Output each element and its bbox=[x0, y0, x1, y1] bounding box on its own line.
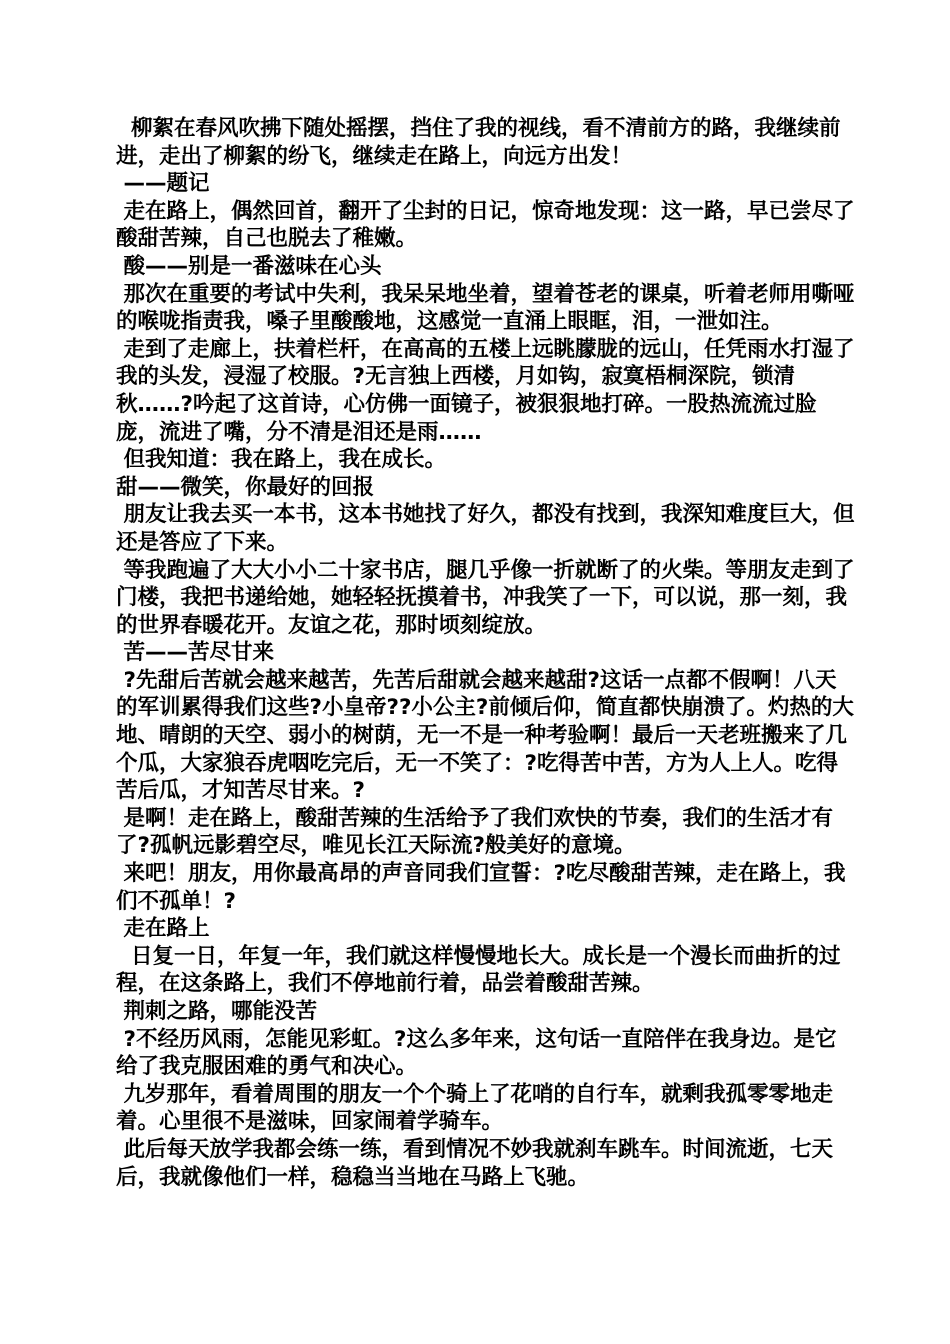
body-paragraph: 来吧！朋友，用你最高昂的声音同我们宣誓：?吃尽酸甜苦辣，走在路上，我们不孤单！? bbox=[116, 861, 846, 914]
body-paragraph: 九岁那年，看着周围的朋友一个个骑上了花哨的自行车，就剩我孤零零地走着。心里很不是滋味，回家闹着学骑车。 bbox=[116, 1081, 834, 1135]
section-heading-thorny-road: 荆刺之路，哪能没苦 bbox=[116, 999, 318, 1024]
epigraph-label: ——题记 bbox=[116, 171, 210, 197]
section-heading-on-the-road: 走在路上 bbox=[116, 916, 210, 942]
essay-body bbox=[116, 115, 856, 1191]
body-paragraph: 等我跑遍了大大小小二十家书店，腿几乎像一折就断了的火柴。等朋友走到了门楼，我把书递给她，她轻轻抚摸着书，冲我笑了一下，可以说，那一刻，我的世界春暖花开。友谊之花，那时顷刻绽放。 bbox=[116, 557, 855, 638]
section-heading-sweet: 甜——微笑，你最好的回报 bbox=[116, 474, 375, 500]
body-paragraph: ?先甜后苦就会越来越苦，先苦后甜就会越来越甜?这话一点都不假啊！八天的军训累得我们这些?小皇帝??小公主?前倾后仰，简直都快崩溃了。灼热的大地、晴朗的天空、弱小的树荫，无一不是一种考验啊！最后一天老班搬来了几个瓜，大家狼吞虎咽吃完后，无一不笑了：?吃得苦中苦，方为人上人。吃得苦后瓜，才知苦尽甘来。? bbox=[116, 667, 854, 804]
body-paragraph: 日复一日，年复一年，我们就这样慢慢地长大。成长是一个漫长而曲折的过程，在这条路上，我们不停地前行着，品尝着酸甜苦辣。 bbox=[116, 943, 841, 997]
body-paragraph: 朋友让我去买一本书，这本书她找了好久，都没有找到，我深知难度巨大，但还是答应了下来。 bbox=[116, 502, 855, 555]
body-paragraph: ?不经历风雨，怎能见彩虹。?这么多年来，这句话一直陪伴在我身边。是它给了我克服困难的勇气和决心。 bbox=[116, 1026, 837, 1080]
body-paragraph: 那次在重要的考试中失利，我呆呆地坐着，望着苍老的课桌，听着老师用嘶哑的喉咙指责我，嗓子里酸酸地，这感觉一直涌上眼眶，泪，一泄如注。 bbox=[116, 281, 855, 335]
body-paragraph: 走在路上，偶然回首，翻开了尘封的日记，惊奇地发现：这一路，早已尝尽了酸甜苦辣，自己也脱去了稚嫩。 bbox=[116, 198, 855, 252]
body-paragraph: 此后每天放学我都会练一练，看到情况不妙我就刹车跳车。时间流逝，七天后，我就像他们一样，稳稳当当地在马路上飞驰。 bbox=[116, 1136, 834, 1190]
body-paragraph: 走到了走廊上，扶着栏杆，在高高的五楼上远眺朦胧的远山，任凭雨水打湿了我的头发，浸湿了校服。?无言独上西楼，月如钩，寂寞梧桐深院，锁清秋……?吟起了这首诗，心仿佛一面镜子，被狠狠地打碎。一股热流流过脸庞，流进了嘴，分不清是泪还是雨…… bbox=[116, 336, 855, 445]
body-paragraph: 但我知道：我在路上，我在成长。 bbox=[116, 447, 447, 473]
intro-paragraph: 柳絮在春风吹拂下随处摇摆，挡住了我的视线，看不清前方的路，我继续前进，走出了柳絮的纷飞，继续走在路上，向远方出发！ bbox=[116, 116, 841, 169]
section-heading-sour: 酸——别是一番滋味在心头 bbox=[116, 253, 382, 279]
section-heading-bitter: 苦——苦尽甘来 bbox=[116, 640, 275, 666]
body-paragraph: 是啊！走在路上，酸甜苦辣的生活给予了我们欢快的节奏，我们的生活才有了?孤帆远影碧空尽，唯见长江天际流?般美好的意境。 bbox=[116, 805, 834, 859]
